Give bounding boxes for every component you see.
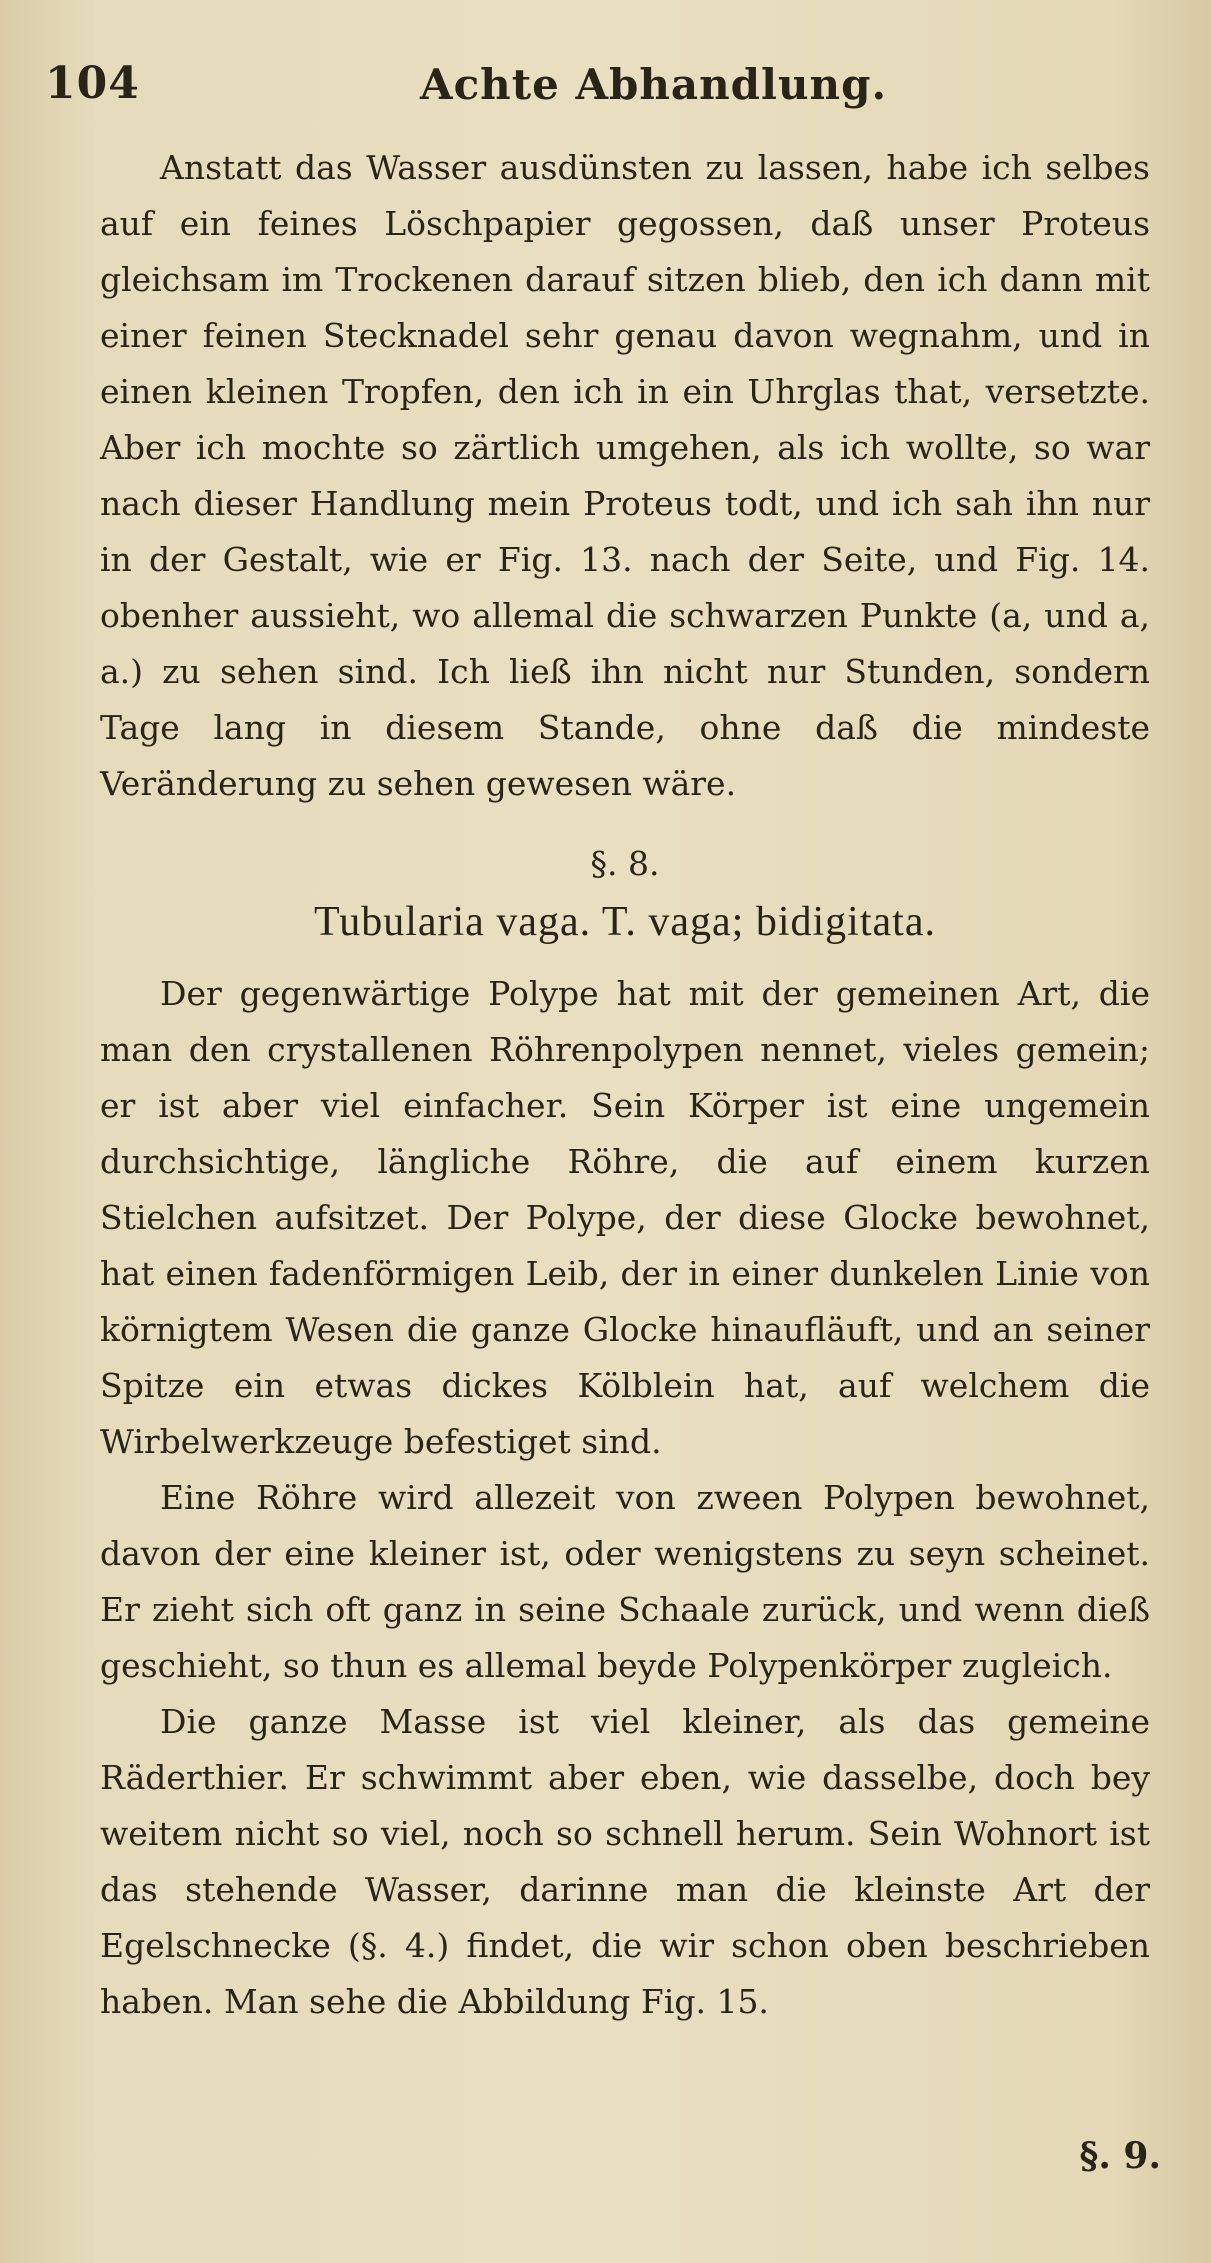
catchword: §. 9.	[1079, 2135, 1161, 2177]
paragraph-3: Eine Röhre wird allezeit von zween Polypen bewohnet, davon der eine kleiner ist, oder wenigstens zu seyn scheinet. Er zieht sich oft ganz in seine Schaale zurück, und wenn dieß geschieht, so thun es allemal beyde Polypenkörper zugleich.	[100, 1478, 1150, 1685]
paragraph-2: Der gegenwärtige Polype hat mit der gemeinen Art, die man den crystallenen Röhrenpolypen nennet, vieles gemein; er ist aber viel einfacher. Sein Körper ist eine ungemein durchsichtige, längliche Röhre, die auf einem kurzen Stielchen aufsitzet. Der Polype, der diese Glocke bewohnet, hat einen fadenförmigen Leib, der in einer dunkelen Linie von körnigtem Wesen die ganze Glocke hinaufläuft, und an seiner Spitze ein etwas dickes Kölblein hat, auf welchem die Wirbelwerkzeuge befestiget sind.	[100, 974, 1150, 1461]
paragraph-1: Anstatt das Wasser ausdünsten zu lassen, habe ich selbes auf ein feines Löschpapier gegossen, daß unser Proteus gleichsam im Trockenen darauf sitzen blieb, den ich dann mit einer feinen Stecknadel sehr genau davon wegnahm, und in einen kleinen Tropfen, den ich in ein Uhrglas that, versetzte. Aber ich mochte so zärtlich umgehen, als ich wollte, so war nach dieser Handlung mein Proteus todt, und ich sah ihn nur in der Gestalt, wie er Fig. 13. nach der Seite, und Fig. 14. obenher aussieht, wo allemal die schwarzen Punkte (a, und a, a.) zu sehen sind. Ich ließ ihn nicht nur Stunden, sondern Tage lang in diesem Stande, ohne daß die mindeste Veränderung zu sehen gewesen wäre.	[100, 148, 1150, 803]
page-header	[45, 58, 1175, 118]
page-body	[100, 140, 1150, 2030]
section-subtitle: Tubularia vaga. T. vaga; bidigitata.	[314, 899, 936, 945]
running-head: Achte Abhandlung.	[420, 60, 888, 109]
page-number: 104	[45, 58, 140, 109]
paragraph-4: Die ganze Masse ist viel kleiner, als das gemeine Räderthier. Er schwimmt aber eben, wie dasselbe, doch bey weitem nicht so viel, noch so schnell herum. Sein Wohnort ist das stehende Wasser, darinne man die kleinste Art der Egelschnecke (§. 4.) findet, die wir schon oben beschrieben haben. Man sehe die Abbildung Fig. 15.	[100, 1702, 1150, 2021]
section-heading: §. 8.	[590, 844, 660, 883]
